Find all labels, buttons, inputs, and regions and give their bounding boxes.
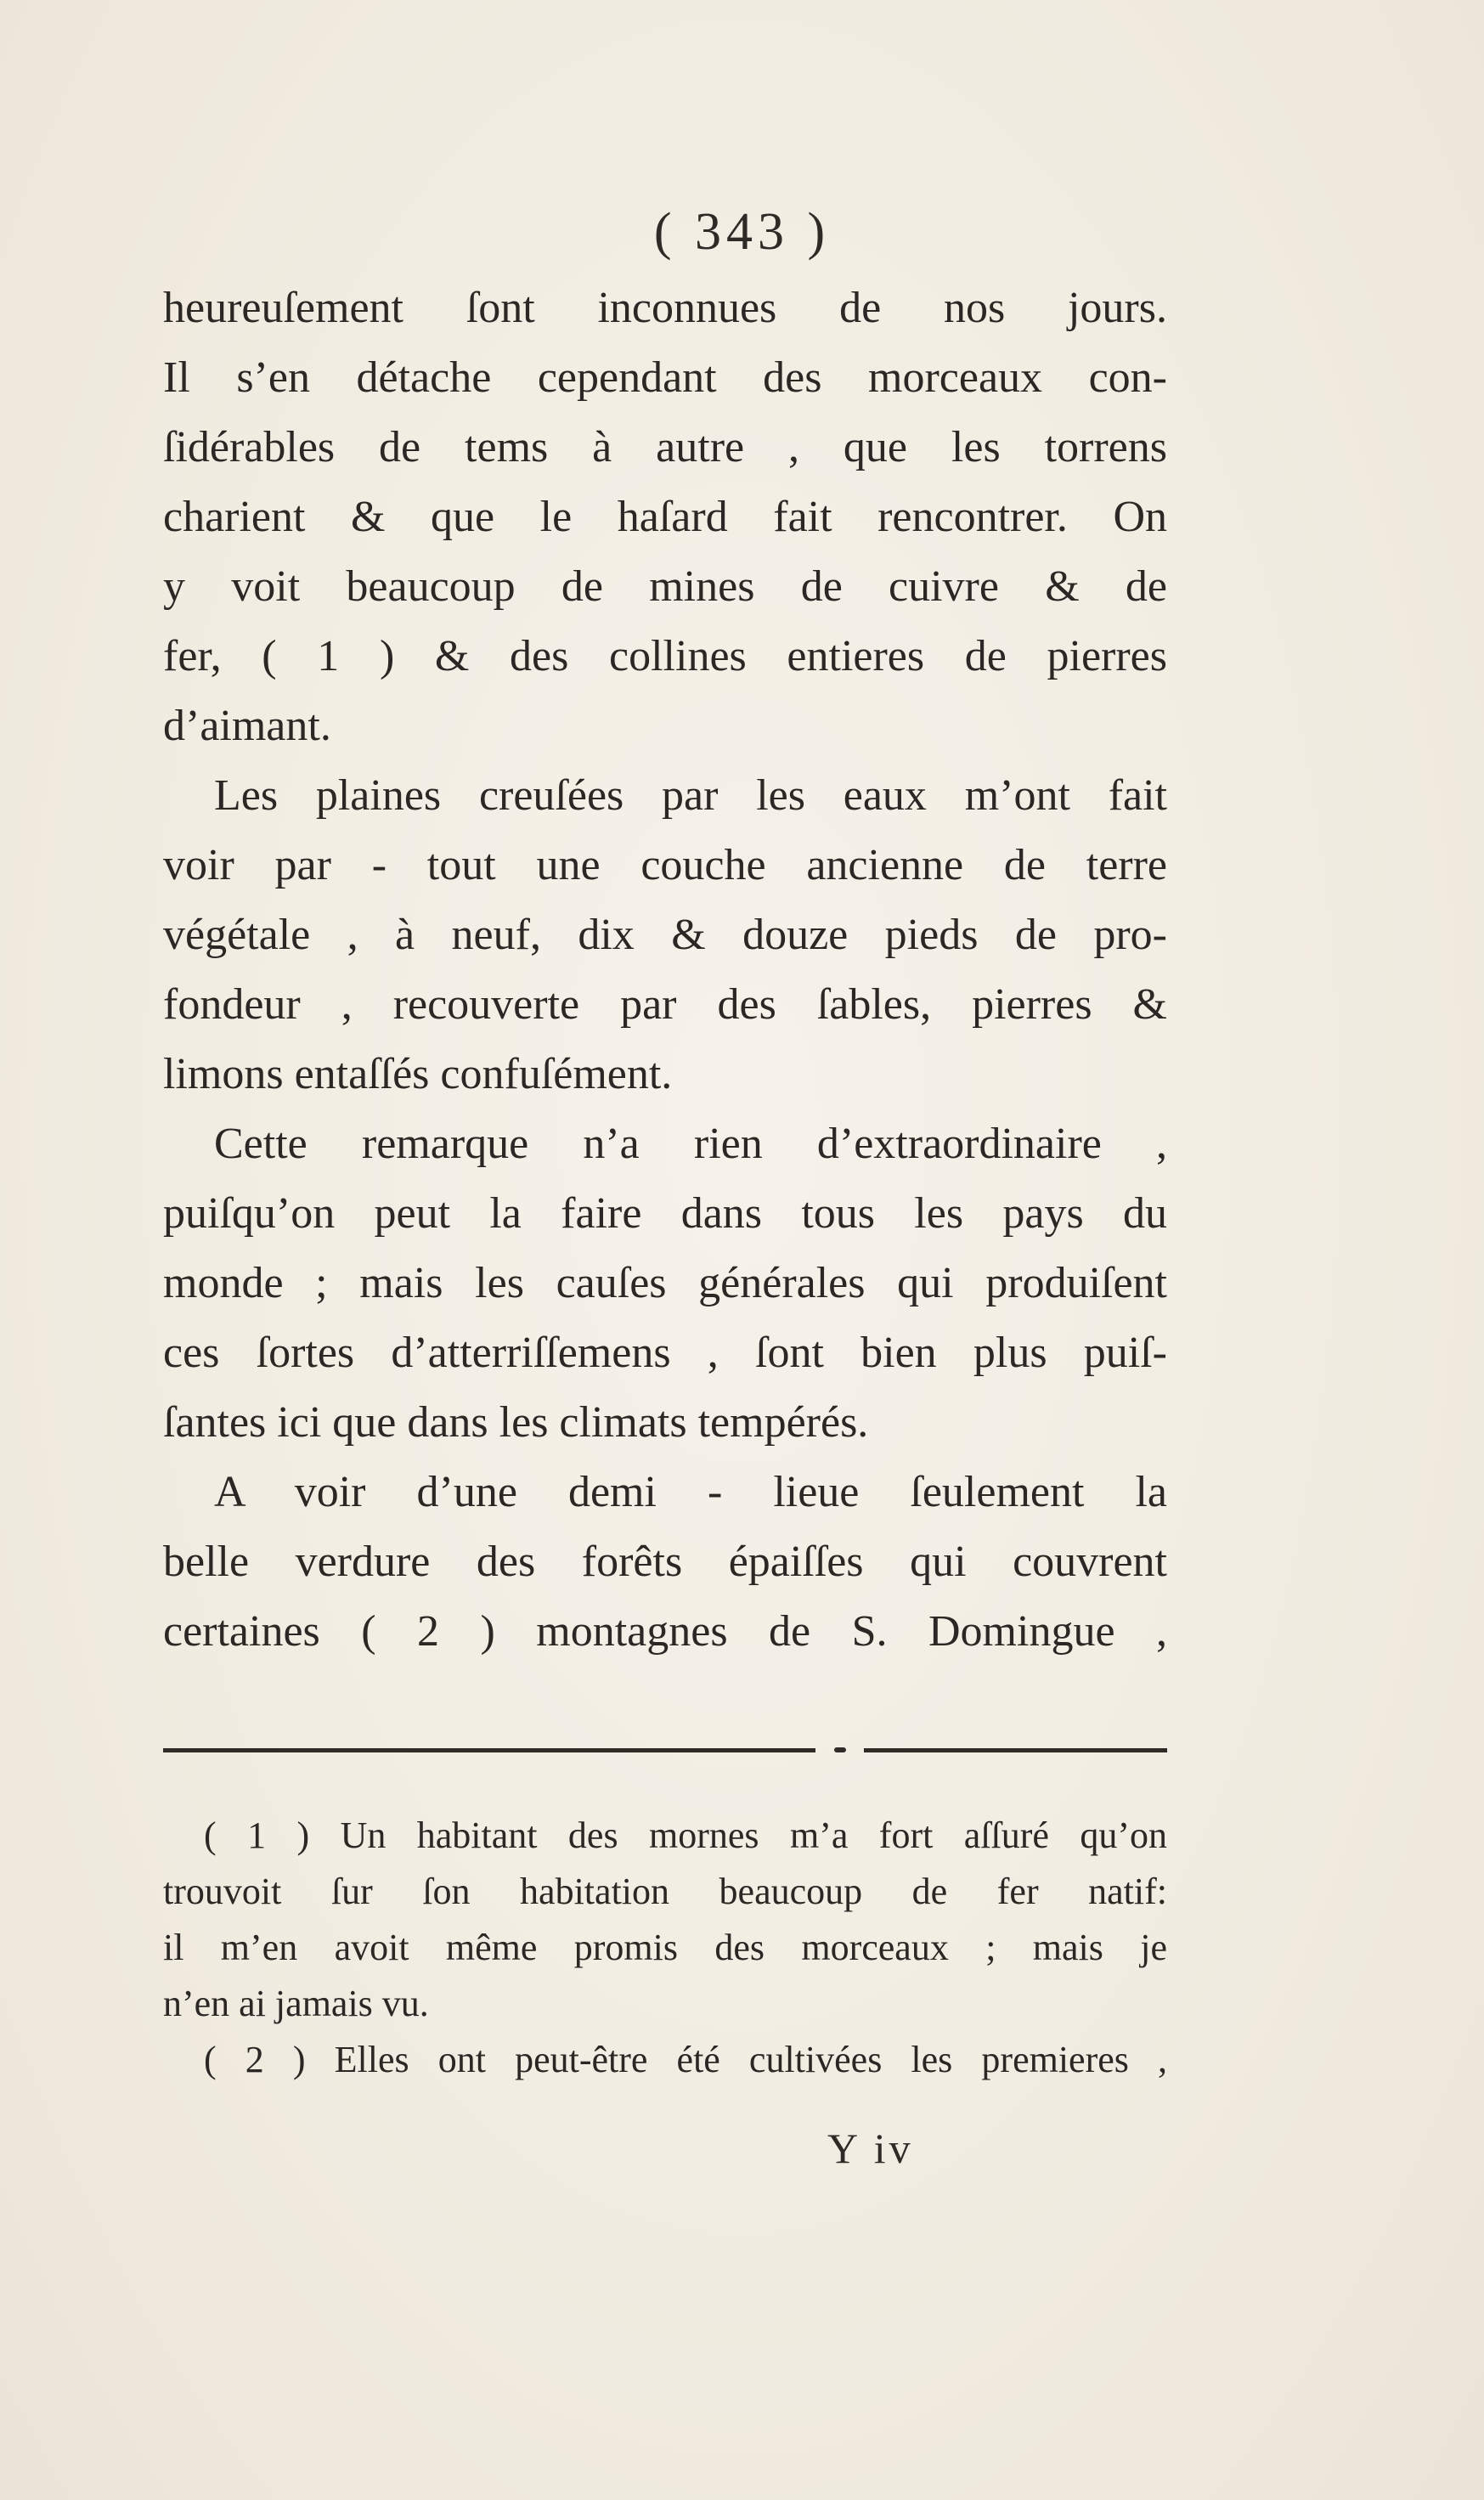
page-number-header: ( 343 ) xyxy=(653,203,831,261)
text-line: belle verdure des forêts épaiſſes qui couvrent xyxy=(163,1538,1167,1586)
text-line: ſantes ici que dans les climats tempérés. xyxy=(163,1398,869,1447)
footnotes xyxy=(163,1808,1167,2088)
text-line: ſidérables de tems à autre , que les torrens xyxy=(163,423,1167,471)
text-line: fondeur , recouverte par des ſables, pierres & xyxy=(163,980,1167,1029)
text-line: certaines ( 2 ) montagnes de S. Domingue , xyxy=(163,1607,1167,1656)
text-line: A voir d’une demi - lieue ſeulement la xyxy=(214,1468,1167,1516)
footnote-line: trouvoit ſur ſon habitation beaucoup de fer natif: xyxy=(163,1871,1167,1912)
footnote-line: il m’en avoit même promis des morceaux ; mais je xyxy=(163,1927,1167,1968)
main-text xyxy=(163,274,1167,1667)
signature-mark: Y iv xyxy=(827,2125,914,2172)
text-line: ces ſortes d’atterriſſemens , ſont bien plus puiſ- xyxy=(163,1329,1167,1377)
footnote-divider xyxy=(163,1746,1167,1754)
text-line: Cette remarque n’a rien d’extraordinaire , xyxy=(214,1120,1167,1168)
text-line: Il s’en détache cependant des morceaux con- xyxy=(163,353,1167,402)
text-line: monde ; mais les cauſes générales qui produiſent xyxy=(163,1259,1167,1307)
text-line: voir par - tout une couche ancienne de terre xyxy=(163,841,1167,889)
text-line: Les plaines creuſées par les eaux m’ont fait xyxy=(214,771,1167,820)
text-line: limons entaſſés confuſément. xyxy=(163,1050,673,1098)
text-line: heureuſement ſont inconnues de nos jours. xyxy=(163,284,1167,332)
footnote-line: ( 1 ) Un habitant des mornes m’a fort aſſuré qu’on xyxy=(204,1814,1167,1856)
text-line: fer, ( 1 ) & des collines entieres de pierres xyxy=(163,632,1167,680)
divider-rule-right xyxy=(864,1748,1167,1752)
divider-rule-left xyxy=(163,1748,815,1752)
text-line: charient & que le haſard fait rencontrer. On xyxy=(163,493,1167,541)
footnote-line: ( 2 ) Elles ont peut-être été cultivées les premieres , xyxy=(204,2039,1167,2080)
text-line: végétale , à neuf, dix & douze pieds de pro- xyxy=(163,911,1167,959)
text-line: d’aimant. xyxy=(163,702,331,750)
divider-ornament xyxy=(834,1747,846,1752)
text-line: puiſqu’on peut la faire dans tous les pays du xyxy=(163,1189,1167,1238)
text-line: y voit beaucoup de mines de cuivre & de xyxy=(163,562,1167,611)
footnote-line: n’en ai jamais vu. xyxy=(163,1983,429,2024)
